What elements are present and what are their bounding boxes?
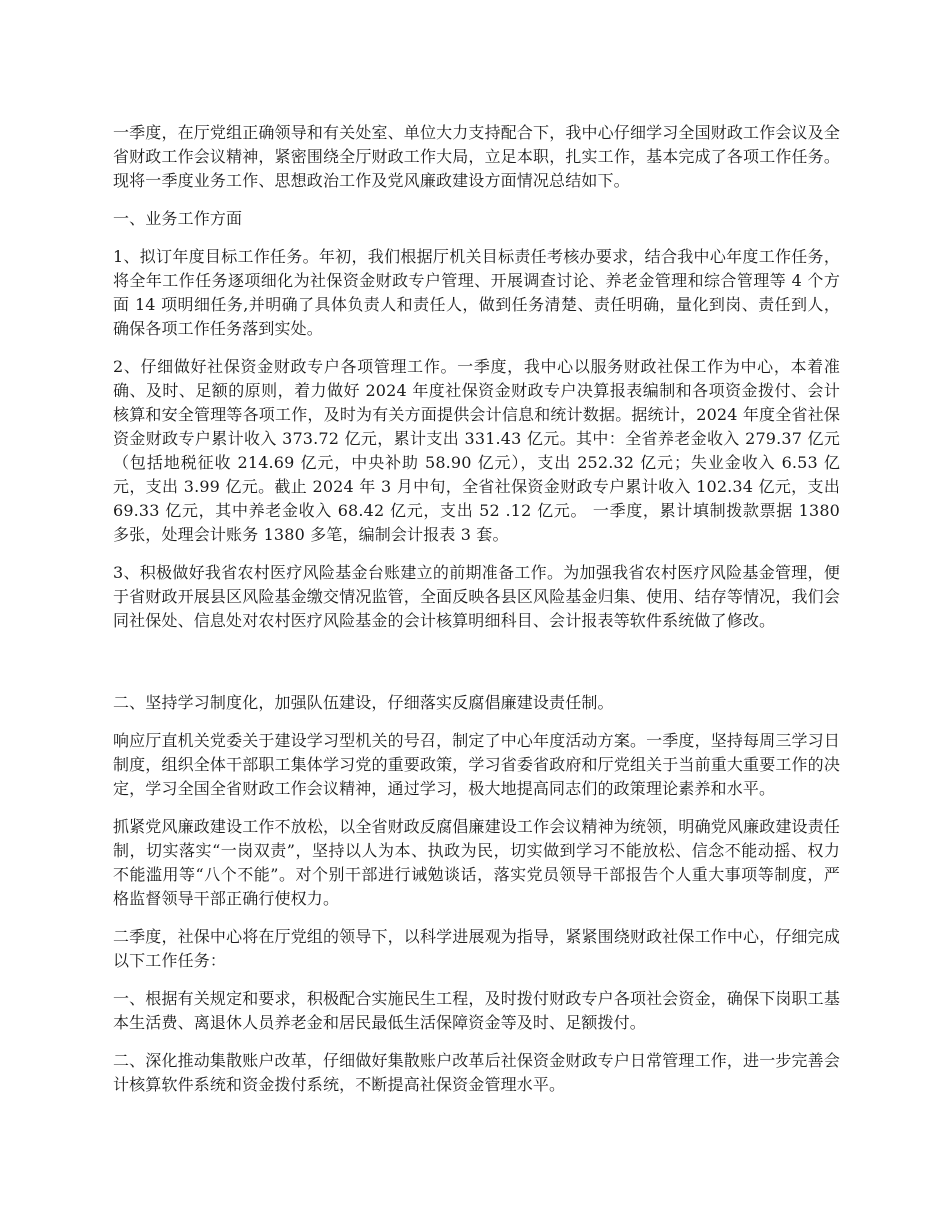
- paragraph-integrity: 抓紧党风廉政建设工作不放松，以全省财政反腐倡廉建设工作会议精神为统领，明确党风廉政建设责任制，切实落实“一岗双责”，坚持以人为本、执政为民，切实做到学习不能放松、信念不能动摇、权力不能滥用等“八个不能”。对个别干部进行诫勉谈话，落实党员领导干部报告个人重大事项等制度，严格监督领导干部正确行使权力。: [113, 817, 840, 908]
- paragraph-study: 响应厅直机关党委关于建设学习型机关的号召，制定了中心年度活动方案。一季度，坚持每周三学习日制度，组织全体干部职工集体学习党的重要政策，学习省委省政府和厅党组关于当前重大重要工作的决定，学习全国全省财政工作会议精神，通过学习，极大地提高同志们的政策理论素养和水平。: [113, 731, 840, 798]
- paragraph-q2-plan: 二季度，社保中心将在厅党组的领导下，以科学进展观为指导，紧紧围绕财政社保工作中心，仔细完成以下工作任务：: [113, 927, 840, 970]
- section-heading-study: 二、坚持学习制度化，加强队伍建设，仔细落实反腐倡廉建设责任制。: [113, 693, 614, 712]
- paragraph-item-3: 3、积极做好我省农村医疗风险基金台账建立的前期准备工作。为加强我省农村医疗风险基金管理，便于省财政开展县区风险基金缴交情况监管，全面反映各县区风险基金归集、使用、结存等情况，我们会同社保处、信息处对农村医疗风险基金的会计核算明细科目、会计报表等软件系统做了修改。: [113, 563, 840, 630]
- paragraph-item-2: 2、仔细做好社保资金财政专户各项管理工作。一季度，我中心以服务财政社保工作为中心，本着准确、及时、足额的原则，着力做好 2024 年度社保资金财政专户决算报表编制和各项资金拨付、会计核算和安全管理等各项工作，及时为有关方面提供会计信息和统计数据。据统计，2024 年度全省社保资金财政专户累计收入 373.72 亿元，累计支出 331.43 亿元。其中：全省养老金收入 279.37 亿元（包括地税征收 214.69 亿元，中央补助 58.90 亿元），支出 252.32 亿元；失业金收入 6.53 亿元，支出 3.99 亿元。截止 2024 年 3 月中旬，全省社保资金财政专户累计收入 102.34 亿元，支出 69.33 亿元，其中养老金收入 68.42 亿元，支出 52 .12 亿元。 一季度，累计填制拨款票据 1380 多张，处理会计账务 1380 多笔，编制会计报表 3 套。: [113, 357, 840, 544]
- intro-paragraph: 一季度，在厅党组正确领导和有关处室、单位大力支持配合下，我中心仔细学习全国财政工作会议及全省财政工作会议精神，紧密围绕全厅财政工作大局，立足本职，扎实工作，基本完成了各项工作任务。现将一季度业务工作、思想政治工作及党风廉政建设方面情况总结如下。: [113, 123, 840, 190]
- section-spacer: [113, 647, 840, 691]
- paragraph-plan-1: 一、根据有关规定和要求，积极配合实施民生工程，及时拨付财政专户各项社会资金，确保下岗职工基本生活费、离退休人员养老金和居民最低生活保障资金等及时、足额拨付。: [113, 989, 840, 1032]
- section-heading-business: 一、业务工作方面: [113, 209, 243, 228]
- paragraph-plan-2: 二、深化推动集散账户改革，仔细做好集散账户改革后社保资金财政专户日常管理工作，进一步完善会计核算软件系统和资金拨付系统，不断提高社保资金管理水平。: [113, 1051, 840, 1094]
- paragraph-item-1: 1、拟订年度目标工作任务。年初，我们根据厅机关目标责任考核办要求，结合我中心年度工作任务，将全年工作任务逐项细化为社保资金财政专户管理、开展调查讨论、养老金管理和综合管理等 4 个方面 14 项明细任务,并明确了具体负责人和责任人，做到任务清楚、责任明确，量化到岗、责任到人，确保各项工作任务落到实处。: [113, 247, 840, 338]
- document-body: [113, 121, 840, 1111]
